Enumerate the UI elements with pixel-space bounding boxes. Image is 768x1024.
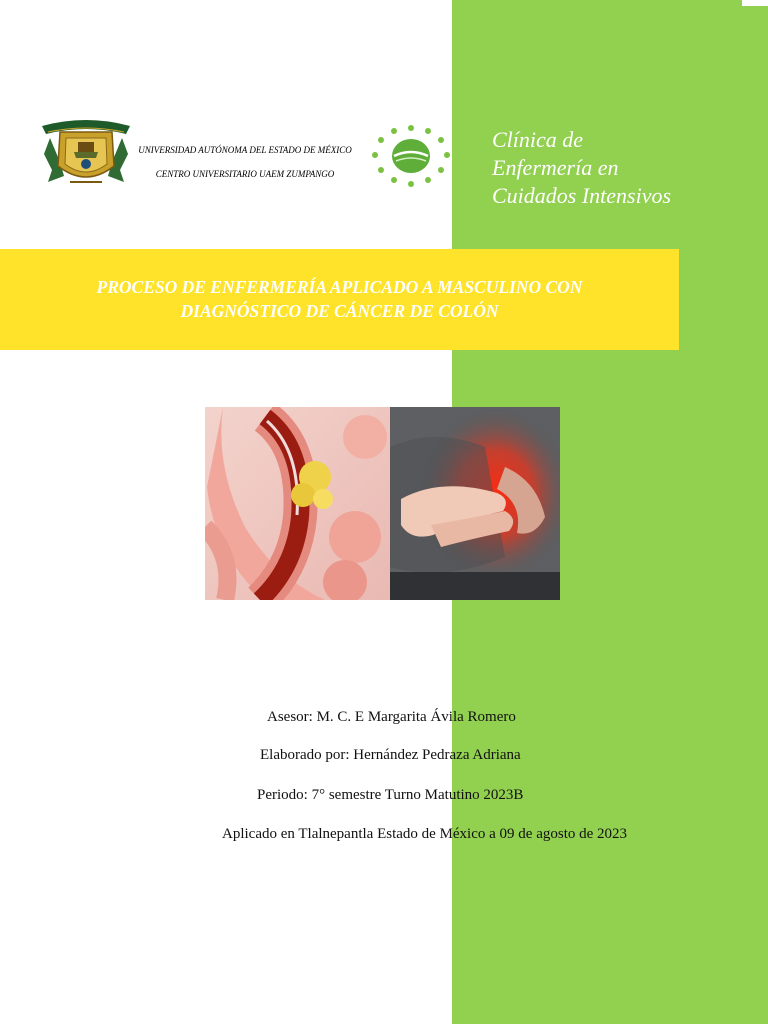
author-text: Elaborado por: Hernández Pedraza Adriana bbox=[260, 747, 521, 763]
period-line bbox=[0, 787, 768, 804]
place-date-line bbox=[0, 826, 768, 843]
colon-anatomy-illustration-icon bbox=[205, 407, 390, 600]
page-corner-mark bbox=[742, 0, 768, 6]
place-date-text: Aplicado en Tlalnepantla Estado de México a 09 de agosto de 2023 bbox=[222, 826, 628, 842]
clinic-title bbox=[492, 126, 758, 210]
university-name: UNIVERSIDAD AUTÓNOMA DEL ESTADO DE MÉXICO bbox=[138, 145, 352, 155]
clinic-title-line-2: Enfermería en bbox=[492, 155, 619, 180]
abdominal-pain-photo-icon bbox=[390, 407, 560, 600]
document-title-line-2: DIAGNÓSTICO DE CÁNCER DE COLÓN bbox=[180, 301, 499, 321]
author-line bbox=[0, 747, 768, 764]
document-title bbox=[0, 275, 679, 323]
document-title-line-1: PROCESO DE ENFERMERÍA APLICADO A MASCULINO CON bbox=[96, 277, 583, 297]
advisor-text: Asesor: M. C. E Margarita Ávila Romero bbox=[267, 709, 516, 725]
campus-name: CENTRO UNIVERSITARIO UAEM ZUMPANGO bbox=[155, 169, 335, 179]
period-text: Periodo: 7° semestre Turno Matutino 2023B bbox=[257, 787, 524, 803]
cover-illustration bbox=[205, 407, 560, 600]
cu-zumpango-dotted-logo-icon bbox=[366, 122, 456, 190]
uaem-shield-logo-icon bbox=[40, 118, 132, 190]
advisor-line bbox=[0, 709, 768, 726]
clinic-title-line-1: Clínica de bbox=[492, 127, 584, 152]
clinic-title-line-3: Cuidados Intensivos bbox=[492, 183, 672, 208]
